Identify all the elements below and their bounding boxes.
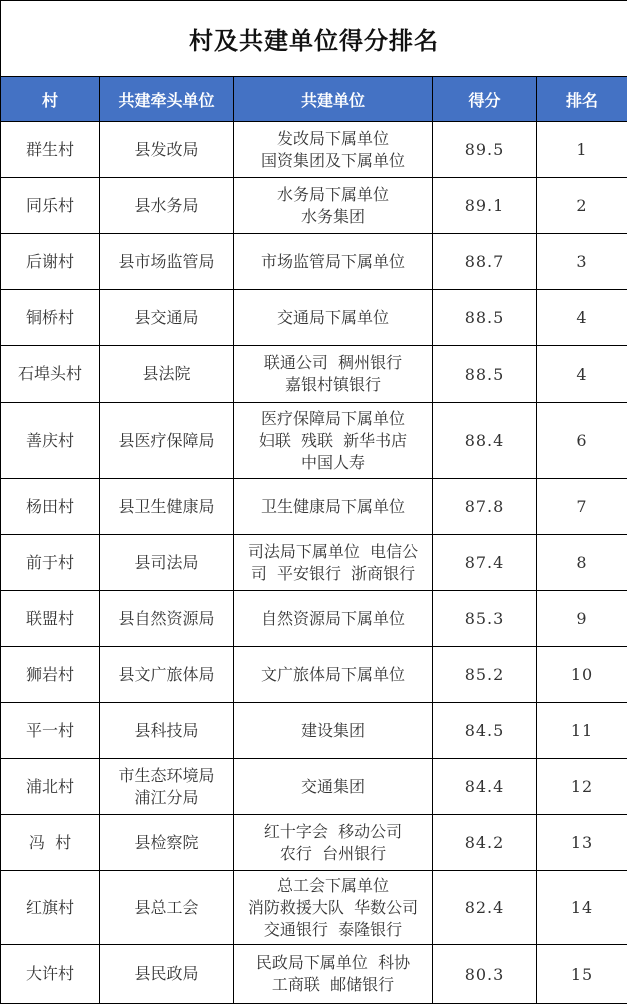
lead-unit-line: 县民政局 bbox=[104, 963, 229, 985]
table-row bbox=[1, 647, 627, 703]
table-row bbox=[1, 178, 627, 234]
village-cell: 红旗村 bbox=[1, 871, 100, 945]
co-unit-line: 总工会下属单位 bbox=[238, 875, 428, 897]
lead-unit-cell bbox=[100, 759, 234, 815]
co-units-cell bbox=[234, 535, 433, 591]
co-units-cell bbox=[234, 290, 433, 346]
score-cell: 88.5 bbox=[433, 290, 537, 346]
table-row bbox=[1, 759, 627, 815]
co-units-cell bbox=[234, 871, 433, 945]
village-cell: 大许村 bbox=[1, 945, 100, 1004]
title-row bbox=[1, 1, 627, 77]
table-row bbox=[1, 945, 627, 1004]
rank-cell: 3 bbox=[537, 234, 627, 290]
lead-unit-line: 市生态环境局 bbox=[104, 765, 229, 787]
table-row bbox=[1, 535, 627, 591]
co-units-cell bbox=[234, 703, 433, 759]
co-unit-line: 水务集团 bbox=[238, 206, 428, 228]
lead-unit-cell bbox=[100, 591, 234, 647]
header-score: 得分 bbox=[433, 77, 537, 122]
co-units-cell bbox=[234, 479, 433, 535]
table-row bbox=[1, 815, 627, 871]
table-row bbox=[1, 591, 627, 647]
lead-unit-line: 县市场监管局 bbox=[104, 251, 229, 273]
lead-unit-cell bbox=[100, 535, 234, 591]
co-unit-line: 工商联 邮储银行 bbox=[238, 974, 428, 996]
score-cell: 80.3 bbox=[433, 945, 537, 1004]
lead-unit-cell bbox=[100, 234, 234, 290]
rank-cell: 13 bbox=[537, 815, 627, 871]
village-cell: 同乐村 bbox=[1, 178, 100, 234]
table-row bbox=[1, 122, 627, 178]
lead-unit-line: 浦江分局 bbox=[104, 787, 229, 809]
header-co-units: 共建单位 bbox=[234, 77, 433, 122]
co-units-cell bbox=[234, 403, 433, 479]
header-lead-unit: 共建牵头单位 bbox=[100, 77, 234, 122]
co-unit-line: 国资集团及下属单位 bbox=[238, 150, 428, 172]
co-unit-line: 发改局下属单位 bbox=[238, 128, 428, 150]
lead-unit-line: 县总工会 bbox=[104, 897, 229, 919]
co-unit-line: 农行 台州银行 bbox=[238, 843, 428, 865]
table-title: 村及共建单位得分排名 bbox=[1, 1, 627, 77]
score-cell: 82.4 bbox=[433, 871, 537, 945]
co-units-cell bbox=[234, 591, 433, 647]
table-row bbox=[1, 290, 627, 346]
co-unit-line: 建设集团 bbox=[238, 720, 428, 742]
lead-unit-cell bbox=[100, 122, 234, 178]
co-unit-line: 红十字会 移动公司 bbox=[238, 821, 428, 843]
lead-unit-line: 县发改局 bbox=[104, 139, 229, 161]
score-cell: 88.7 bbox=[433, 234, 537, 290]
co-unit-line: 民政局下属单位 科协 bbox=[238, 952, 428, 974]
rank-cell: 1 bbox=[537, 122, 627, 178]
table-row bbox=[1, 479, 627, 535]
lead-unit-line: 县卫生健康局 bbox=[104, 496, 229, 518]
lead-unit-line: 县科技局 bbox=[104, 720, 229, 742]
village-cell: 石埠头村 bbox=[1, 346, 100, 403]
co-units-cell bbox=[234, 759, 433, 815]
lead-unit-line: 县文广旅体局 bbox=[104, 664, 229, 686]
co-units-cell bbox=[234, 647, 433, 703]
score-cell: 84.4 bbox=[433, 759, 537, 815]
score-cell: 85.3 bbox=[433, 591, 537, 647]
table-row bbox=[1, 346, 627, 403]
village-cell: 浦北村 bbox=[1, 759, 100, 815]
lead-unit-cell bbox=[100, 178, 234, 234]
co-unit-line: 消防救援大队 华数公司 bbox=[238, 897, 428, 919]
rank-cell: 12 bbox=[537, 759, 627, 815]
rank-cell: 9 bbox=[537, 591, 627, 647]
score-cell: 89.5 bbox=[433, 122, 537, 178]
rank-cell: 4 bbox=[537, 346, 627, 403]
co-unit-line: 水务局下属单位 bbox=[238, 184, 428, 206]
co-units-cell bbox=[234, 122, 433, 178]
co-units-cell bbox=[234, 178, 433, 234]
co-unit-line: 市场监管局下属单位 bbox=[238, 251, 428, 273]
lead-unit-cell bbox=[100, 290, 234, 346]
score-cell: 87.4 bbox=[433, 535, 537, 591]
village-cell: 前于村 bbox=[1, 535, 100, 591]
score-cell: 89.1 bbox=[433, 178, 537, 234]
table-row bbox=[1, 871, 627, 945]
co-unit-line: 司 平安银行 浙商银行 bbox=[238, 563, 428, 585]
co-units-cell bbox=[234, 945, 433, 1004]
village-cell: 后谢村 bbox=[1, 234, 100, 290]
co-units-cell bbox=[234, 234, 433, 290]
lead-unit-cell bbox=[100, 703, 234, 759]
co-unit-line: 交通局下属单位 bbox=[238, 307, 428, 329]
lead-unit-line: 县自然资源局 bbox=[104, 608, 229, 630]
co-unit-line: 中国人寿 bbox=[238, 452, 428, 474]
score-cell: 88.4 bbox=[433, 403, 537, 479]
co-units-cell bbox=[234, 346, 433, 403]
lead-unit-cell bbox=[100, 871, 234, 945]
lead-unit-line: 县水务局 bbox=[104, 195, 229, 217]
co-unit-line: 司法局下属单位 电信公 bbox=[238, 541, 428, 563]
table-row bbox=[1, 703, 627, 759]
score-cell: 87.8 bbox=[433, 479, 537, 535]
lead-unit-cell bbox=[100, 403, 234, 479]
lead-unit-line: 县法院 bbox=[104, 363, 229, 385]
rank-cell: 11 bbox=[537, 703, 627, 759]
header-village: 村 bbox=[1, 77, 100, 122]
co-unit-line: 医疗保障局下属单位 bbox=[238, 408, 428, 430]
rank-cell: 7 bbox=[537, 479, 627, 535]
lead-unit-cell bbox=[100, 815, 234, 871]
lead-unit-cell bbox=[100, 479, 234, 535]
village-cell: 群生村 bbox=[1, 122, 100, 178]
village-cell: 狮岩村 bbox=[1, 647, 100, 703]
co-unit-line: 卫生健康局下属单位 bbox=[238, 496, 428, 518]
co-unit-line: 嘉银村镇银行 bbox=[238, 374, 428, 396]
table-row bbox=[1, 234, 627, 290]
village-cell: 铜桥村 bbox=[1, 290, 100, 346]
rank-cell: 4 bbox=[537, 290, 627, 346]
lead-unit-line: 县医疗保障局 bbox=[104, 430, 229, 452]
co-unit-line: 妇联 残联 新华书店 bbox=[238, 430, 428, 452]
co-unit-line: 交通银行 泰隆银行 bbox=[238, 919, 428, 941]
score-cell: 84.2 bbox=[433, 815, 537, 871]
table-row bbox=[1, 403, 627, 479]
table-body bbox=[1, 122, 627, 1004]
score-cell: 84.5 bbox=[433, 703, 537, 759]
lead-unit-cell bbox=[100, 945, 234, 1004]
lead-unit-line: 县司法局 bbox=[104, 552, 229, 574]
score-cell: 85.2 bbox=[433, 647, 537, 703]
lead-unit-cell bbox=[100, 647, 234, 703]
co-unit-line: 文广旅体局下属单位 bbox=[238, 664, 428, 686]
rank-cell: 14 bbox=[537, 871, 627, 945]
lead-unit-line: 县检察院 bbox=[104, 832, 229, 854]
co-unit-line: 交通集团 bbox=[238, 776, 428, 798]
rank-cell: 10 bbox=[537, 647, 627, 703]
lead-unit-cell bbox=[100, 346, 234, 403]
co-unit-line: 自然资源局下属单位 bbox=[238, 608, 428, 630]
rank-cell: 15 bbox=[537, 945, 627, 1004]
rank-cell: 6 bbox=[537, 403, 627, 479]
village-cell: 联盟村 bbox=[1, 591, 100, 647]
village-cell: 冯 村 bbox=[1, 815, 100, 871]
village-cell: 平一村 bbox=[1, 703, 100, 759]
village-cell: 善庆村 bbox=[1, 403, 100, 479]
co-units-cell bbox=[234, 815, 433, 871]
rank-cell: 8 bbox=[537, 535, 627, 591]
rank-cell: 2 bbox=[537, 178, 627, 234]
header-row bbox=[1, 77, 627, 122]
lead-unit-line: 县交通局 bbox=[104, 307, 229, 329]
score-cell: 88.5 bbox=[433, 346, 537, 403]
header-rank: 排名 bbox=[537, 77, 627, 122]
village-cell: 杨田村 bbox=[1, 479, 100, 535]
co-unit-line: 联通公司 稠州银行 bbox=[238, 352, 428, 374]
